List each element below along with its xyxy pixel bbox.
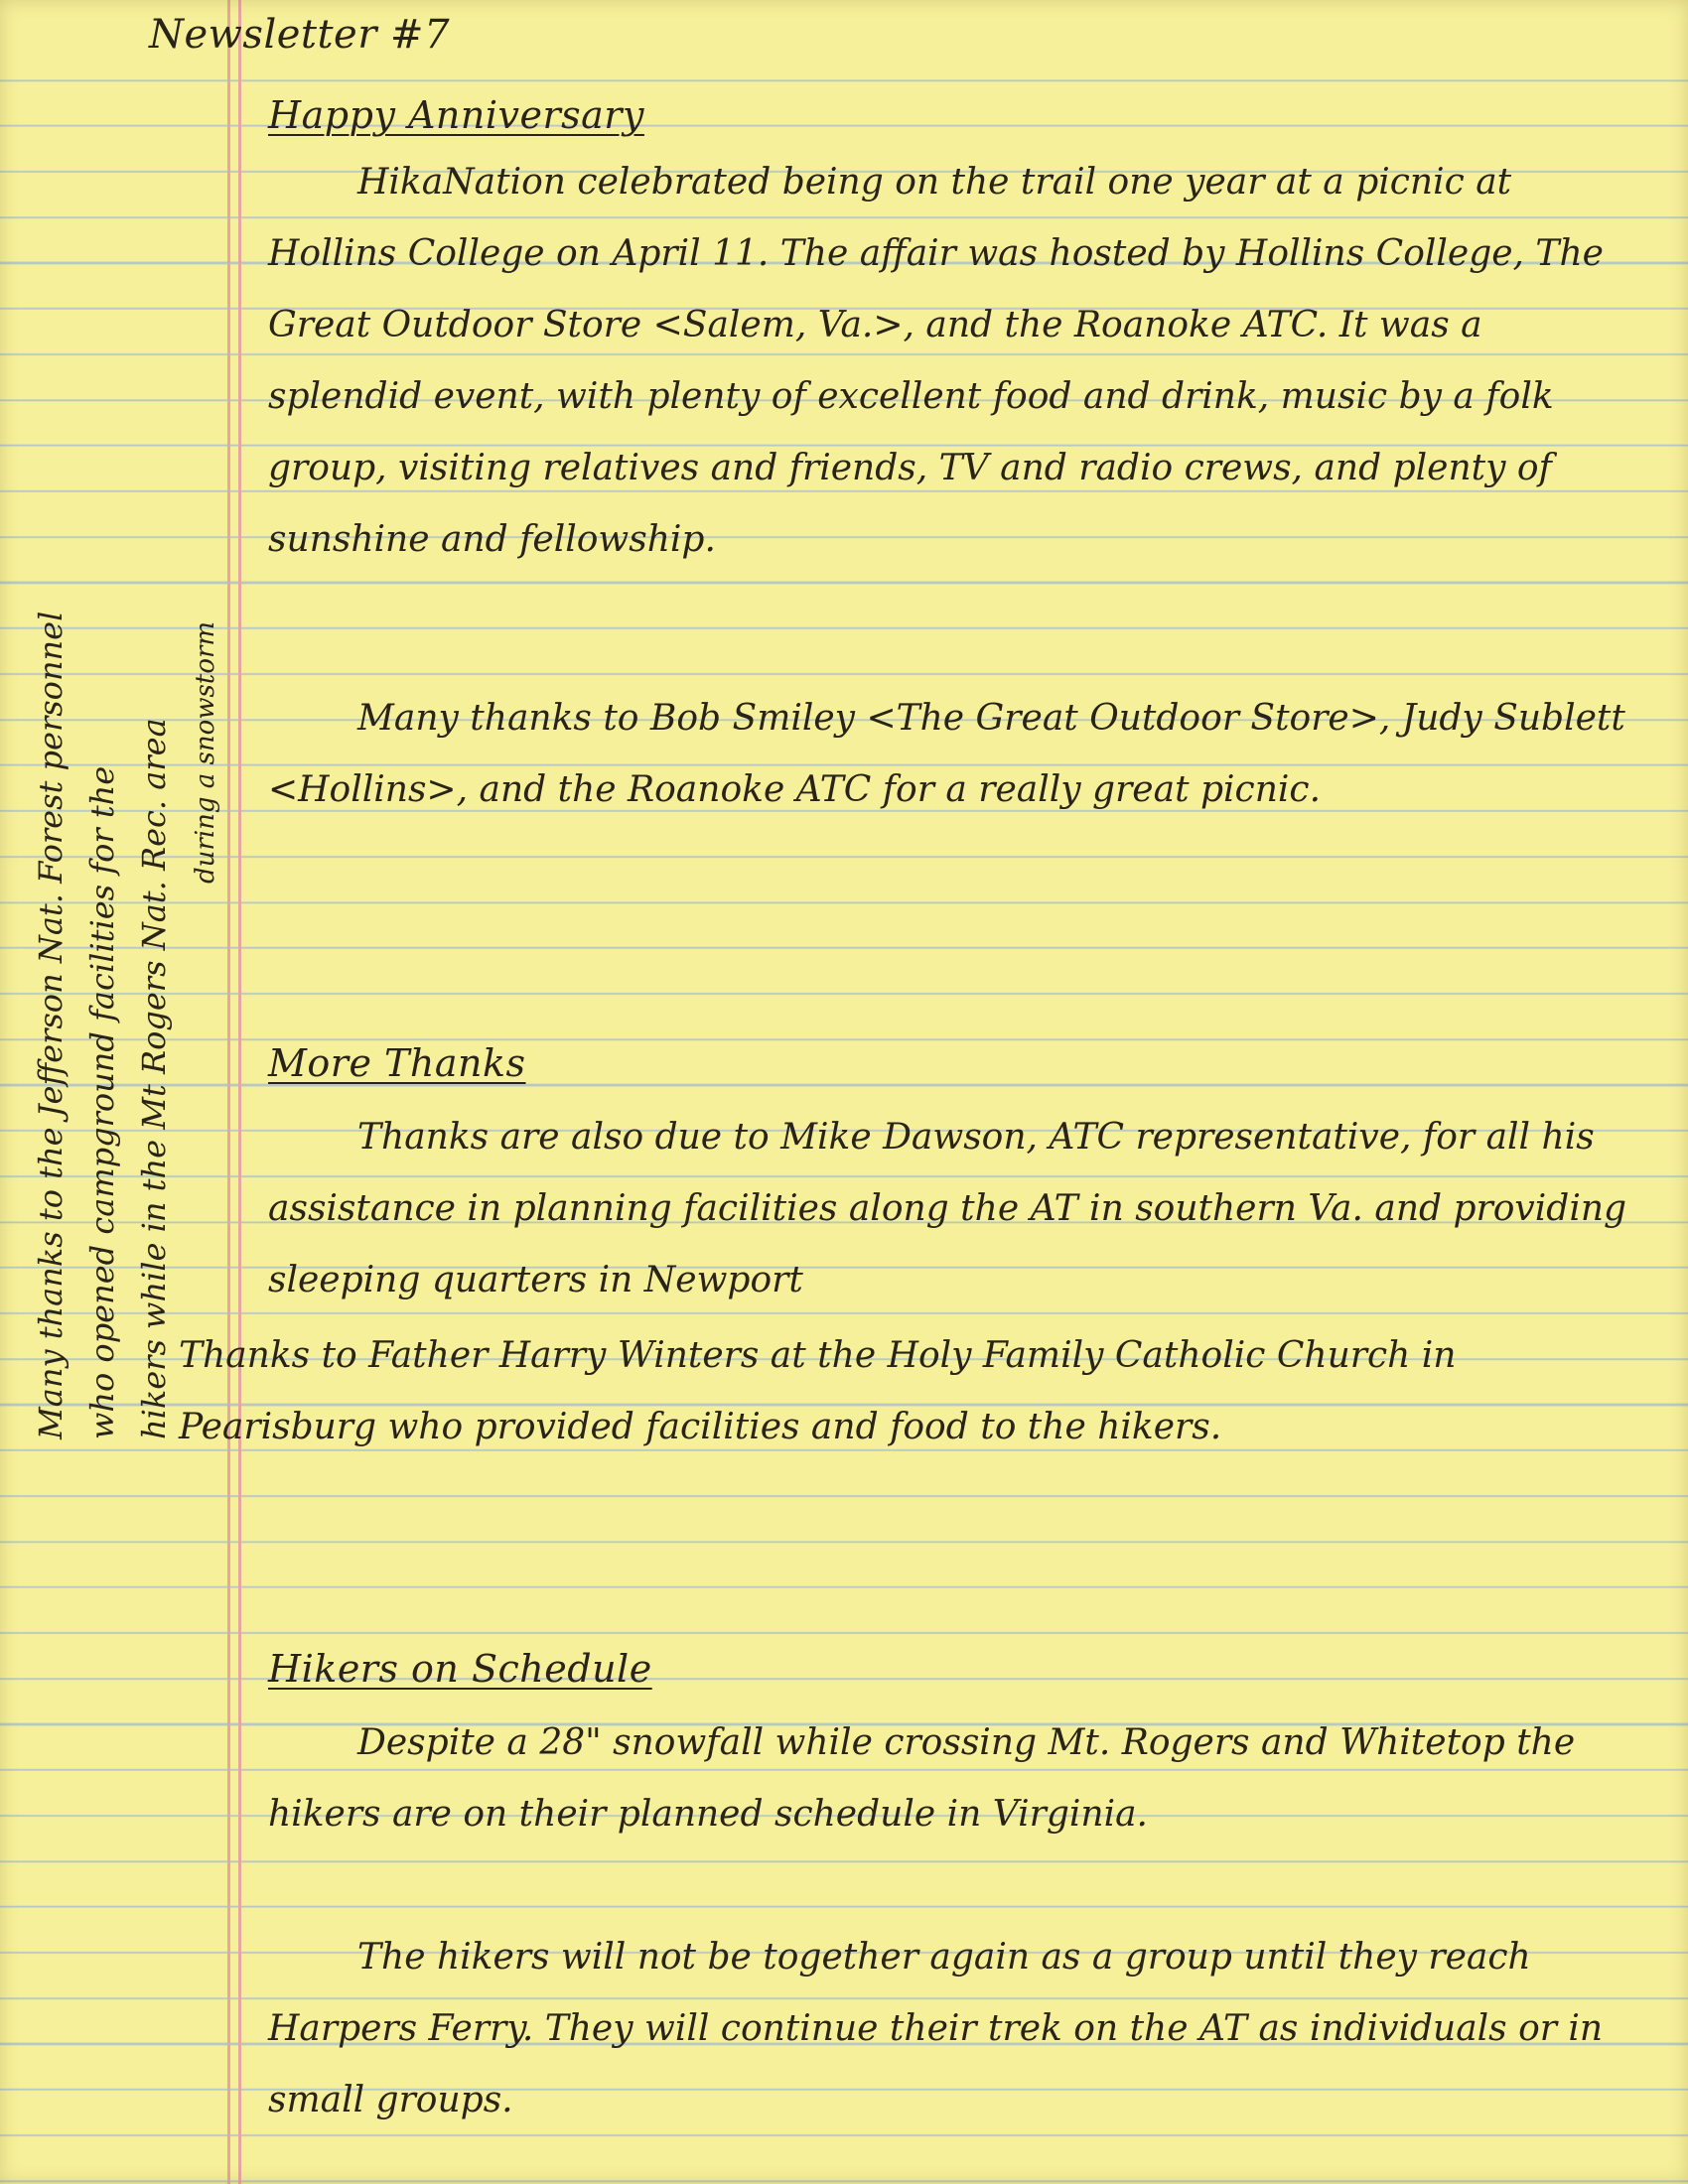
newsletter-title: Newsletter #7 xyxy=(149,12,451,58)
margin-note-line-2: who opened campground facilities for the xyxy=(83,765,121,1439)
margin-note-line-3: hikers while in the Mt Rogers Nat. Rec. area xyxy=(135,718,173,1439)
margin-note xyxy=(25,50,231,1439)
margin-note-line-1: Many thanks to the Jefferson Nat. Forest personnel xyxy=(32,611,70,1439)
paragraph-schedule-1: Despite a 28" snowfall while crossing Mt. Rogers and Whitetop the hikers are on their planned schedule in Virginia. xyxy=(268,1722,1576,1835)
paragraph-anniversary-2: Many thanks to Bob Smiley <The Great Outdoor Store>, Judy Sublett <Hollins>, and the Roanoke ATC for a really great picnic. xyxy=(268,698,1625,810)
paragraph-anniversary-1: HikaNation celebrated being on the trail one year at a picnic at Hollins College on April 11. The affair was hosted by Hollins College, The Great Outdoor Store <Salem, Va.>, and the Roanoke ATC. It was a splendid event, with plenty of excellent food and drink, music by a folk group, visiting relatives and friends, TV and radio crews, and plenty of sunshine and fellowship. xyxy=(268,162,1604,560)
paragraph-schedule-2: The hikers will not be together again as a group until they reach Harpers Ferry. They will continue their trek on the AT as individuals or in small groups. xyxy=(268,1937,1604,2120)
paragraph-thanks-2: Thanks to Father Harry Winters at the Holy Family Catholic Church in Pearisburg who provided facilities and food to the hikers. xyxy=(179,1335,1457,1447)
margin-note-line-4: during a snowstorm xyxy=(191,620,220,884)
heading-happy-anniversary: Happy Anniversary xyxy=(268,93,644,137)
heading-hikers-on-schedule: Hikers on Schedule xyxy=(268,1647,652,1691)
paragraph-thanks-1: Thanks are also due to Mike Dawson, ATC representative, for all his assistance in planning facilities along the AT in southern Va. and providing sleeping quarters in Newport xyxy=(268,1117,1627,1300)
heading-more-thanks: More Thanks xyxy=(268,1041,526,1085)
